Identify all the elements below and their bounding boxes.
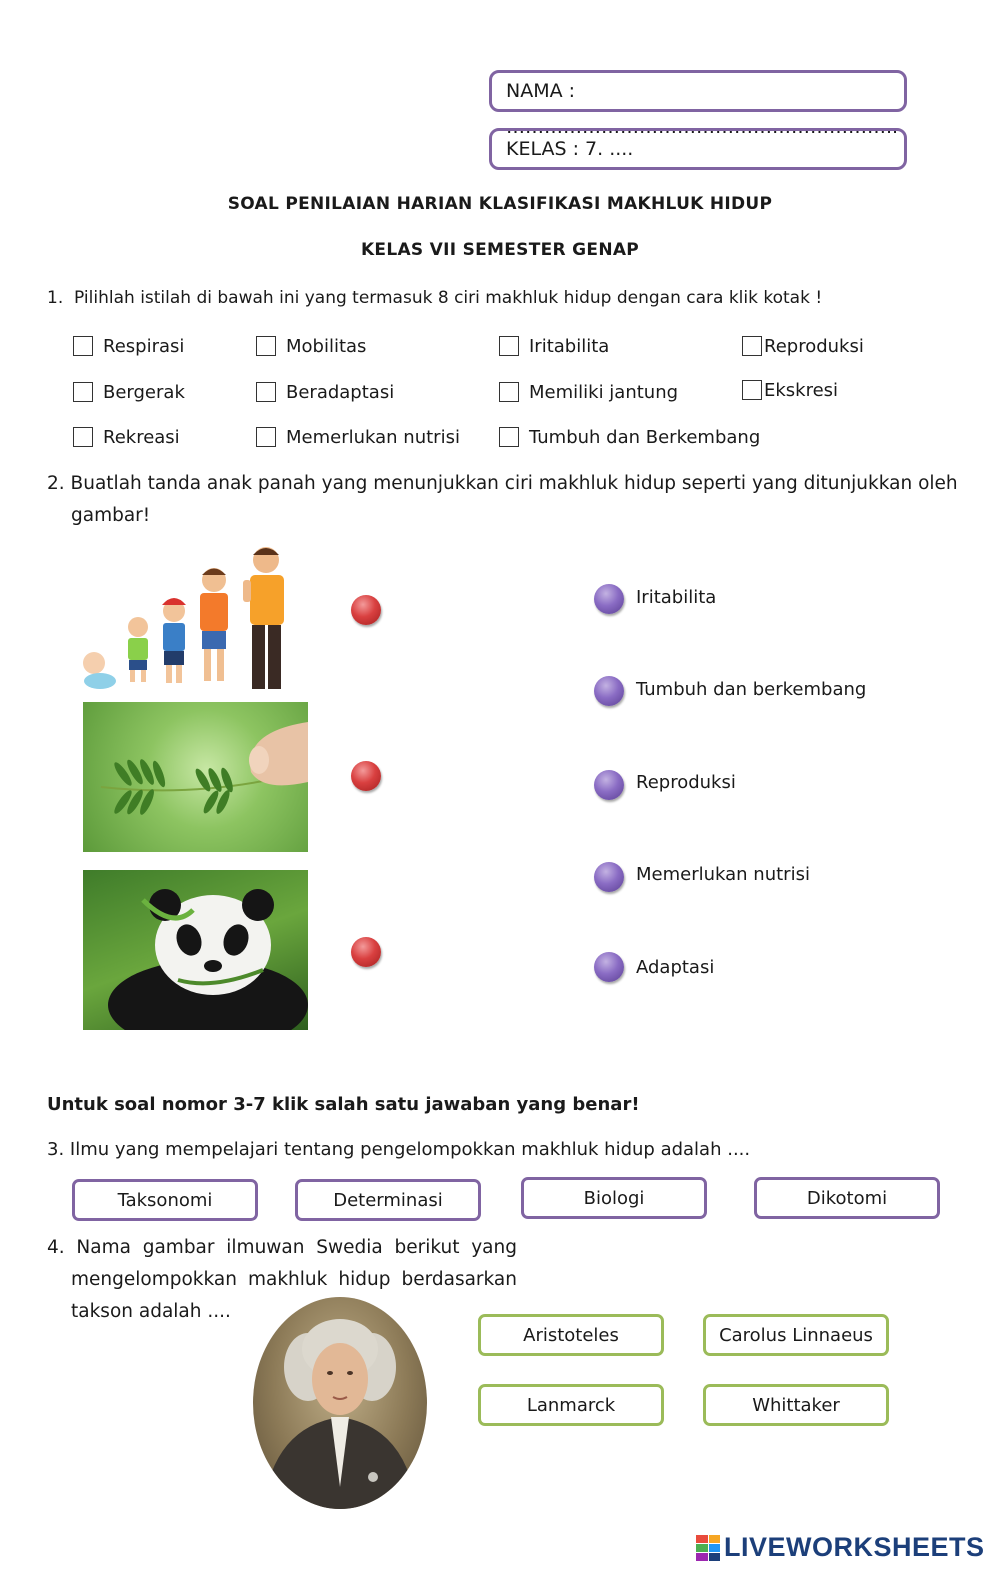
answer-option-whittaker[interactable]: Whittaker — [703, 1384, 889, 1426]
q2-prompt-line1: Buatlah tanda anak panah yang menunjukkan ciri makhluk hidup seperti yang ditunjukkan oleh — [70, 473, 958, 494]
checkbox-option[interactable] — [73, 424, 180, 450]
liveworksheets-logo-text: LIVEWORKSHEETS — [724, 1532, 985, 1562]
answer-option-determinasi[interactable]: Determinasi — [295, 1179, 481, 1221]
scientist-portrait-image — [253, 1297, 427, 1509]
q4-prompt-line2: mengelompokkan makhluk hidup berdasarkan — [71, 1269, 517, 1290]
checkbox-box[interactable] — [742, 336, 762, 356]
q4-prompt-line1: Nama gambar ilmuwan Swedia berikut yang — [76, 1237, 517, 1258]
q3-number: 3. — [47, 1139, 65, 1160]
match-target-dot-5[interactable] — [594, 952, 624, 982]
match-source-dot-3[interactable] — [351, 937, 381, 967]
checkbox-option[interactable] — [256, 379, 394, 405]
checkbox-box[interactable] — [256, 427, 276, 447]
checkbox-option[interactable] — [499, 424, 760, 450]
q3-text — [47, 1134, 750, 1166]
answer-option-taksonomi[interactable]: Taksonomi — [72, 1179, 258, 1221]
match-source-dot-1[interactable] — [351, 595, 381, 625]
q2-text — [47, 468, 967, 532]
checkbox-box[interactable] — [256, 382, 276, 402]
checkbox-option[interactable] — [499, 379, 678, 405]
q1-prompt: Pilihlah istilah di bawah ini yang termasuk 8 ciri makhluk hidup dengan cara klik kotak ! — [74, 288, 823, 308]
match-target-label: Memerlukan nutrisi — [636, 864, 810, 885]
q1-number: 1. — [47, 288, 64, 308]
q4-number: 4. — [47, 1237, 65, 1258]
panda-eating-image — [83, 870, 308, 1030]
q4-text — [47, 1232, 517, 1328]
checkbox-option[interactable] — [256, 424, 460, 450]
q2-prompt-line2: gambar! — [71, 505, 151, 526]
class-label: KELAS : 7. .... — [506, 138, 634, 160]
page-title: SOAL PENILAIAN HARIAN KLASIFIKASI MAKHLUK HIDUP — [227, 194, 773, 214]
checkbox-option[interactable] — [256, 333, 366, 359]
checkbox-label: Respirasi — [103, 335, 185, 357]
q3-prompt: Ilmu yang mempelajari tentang pengelompokkan makhluk hidup adalah .... — [69, 1139, 751, 1160]
name-field[interactable] — [489, 70, 907, 138]
checkbox-label: Ekskresi — [764, 379, 839, 401]
checkbox-option[interactable] — [742, 333, 864, 359]
name-label: NAMA : …………………………………………………….. — [506, 80, 899, 138]
q2-number: 2. — [47, 473, 65, 494]
checkbox-box[interactable] — [73, 382, 93, 402]
instruction-text: Untuk soal nomor 3-7 klik salah satu jawaban yang benar! — [47, 1094, 640, 1115]
class-field[interactable] — [489, 128, 907, 170]
answer-option-carolus-linnaeus[interactable]: Carolus Linnaeus — [703, 1314, 889, 1356]
match-target-label: Reproduksi — [636, 772, 736, 793]
checkbox-option[interactable] — [73, 333, 184, 359]
checkbox-box[interactable] — [73, 336, 93, 356]
match-target-dot-1[interactable] — [594, 584, 624, 614]
checkbox-box[interactable] — [742, 380, 762, 400]
checkbox-label: Memiliki jantung — [529, 381, 679, 403]
answer-option-lanmarck[interactable]: Lanmarck — [478, 1384, 664, 1426]
checkbox-label: Tumbuh dan Berkembang — [529, 426, 761, 448]
match-target-dot-3[interactable] — [594, 770, 624, 800]
checkbox-label: Beradaptasi — [286, 381, 395, 403]
growth-stages-image — [78, 545, 293, 693]
q1-text — [47, 282, 822, 314]
checkbox-label: Iritabilita — [529, 335, 610, 357]
match-target-label: Adaptasi — [636, 957, 715, 978]
checkbox-box[interactable] — [499, 427, 519, 447]
checkbox-option[interactable] — [742, 377, 838, 403]
checkbox-label: Reproduksi — [764, 335, 864, 357]
checkbox-option[interactable] — [499, 333, 609, 359]
checkbox-label: Memerlukan nutrisi — [286, 426, 460, 448]
checkbox-box[interactable] — [499, 382, 519, 402]
touch-sensitive-plant-image — [83, 702, 308, 852]
match-target-label: Iritabilita — [636, 587, 717, 608]
checkbox-box[interactable] — [73, 427, 93, 447]
answer-option-biologi[interactable]: Biologi — [521, 1177, 707, 1219]
checkbox-box[interactable] — [256, 336, 276, 356]
checkbox-label: Rekreasi — [103, 426, 180, 448]
match-source-dot-2[interactable] — [351, 761, 381, 791]
checkbox-label: Mobilitas — [286, 335, 367, 357]
answer-option-aristoteles[interactable]: Aristoteles — [478, 1314, 664, 1356]
checkbox-box[interactable] — [499, 336, 519, 356]
answer-option-dikotomi[interactable]: Dikotomi — [754, 1177, 940, 1219]
checkbox-label: Bergerak — [103, 381, 185, 403]
checkbox-option[interactable] — [73, 379, 185, 405]
match-target-label: Tumbuh dan berkembang — [636, 679, 867, 700]
liveworksheets-logo-icon — [696, 1535, 720, 1561]
match-target-dot-4[interactable] — [594, 862, 624, 892]
liveworksheets-logo[interactable] — [696, 1532, 985, 1563]
match-target-dot-2[interactable] — [594, 676, 624, 706]
page-subtitle: KELAS VII SEMESTER GENAP — [360, 240, 640, 260]
q4-prompt-line3: takson adalah .... — [71, 1301, 231, 1322]
